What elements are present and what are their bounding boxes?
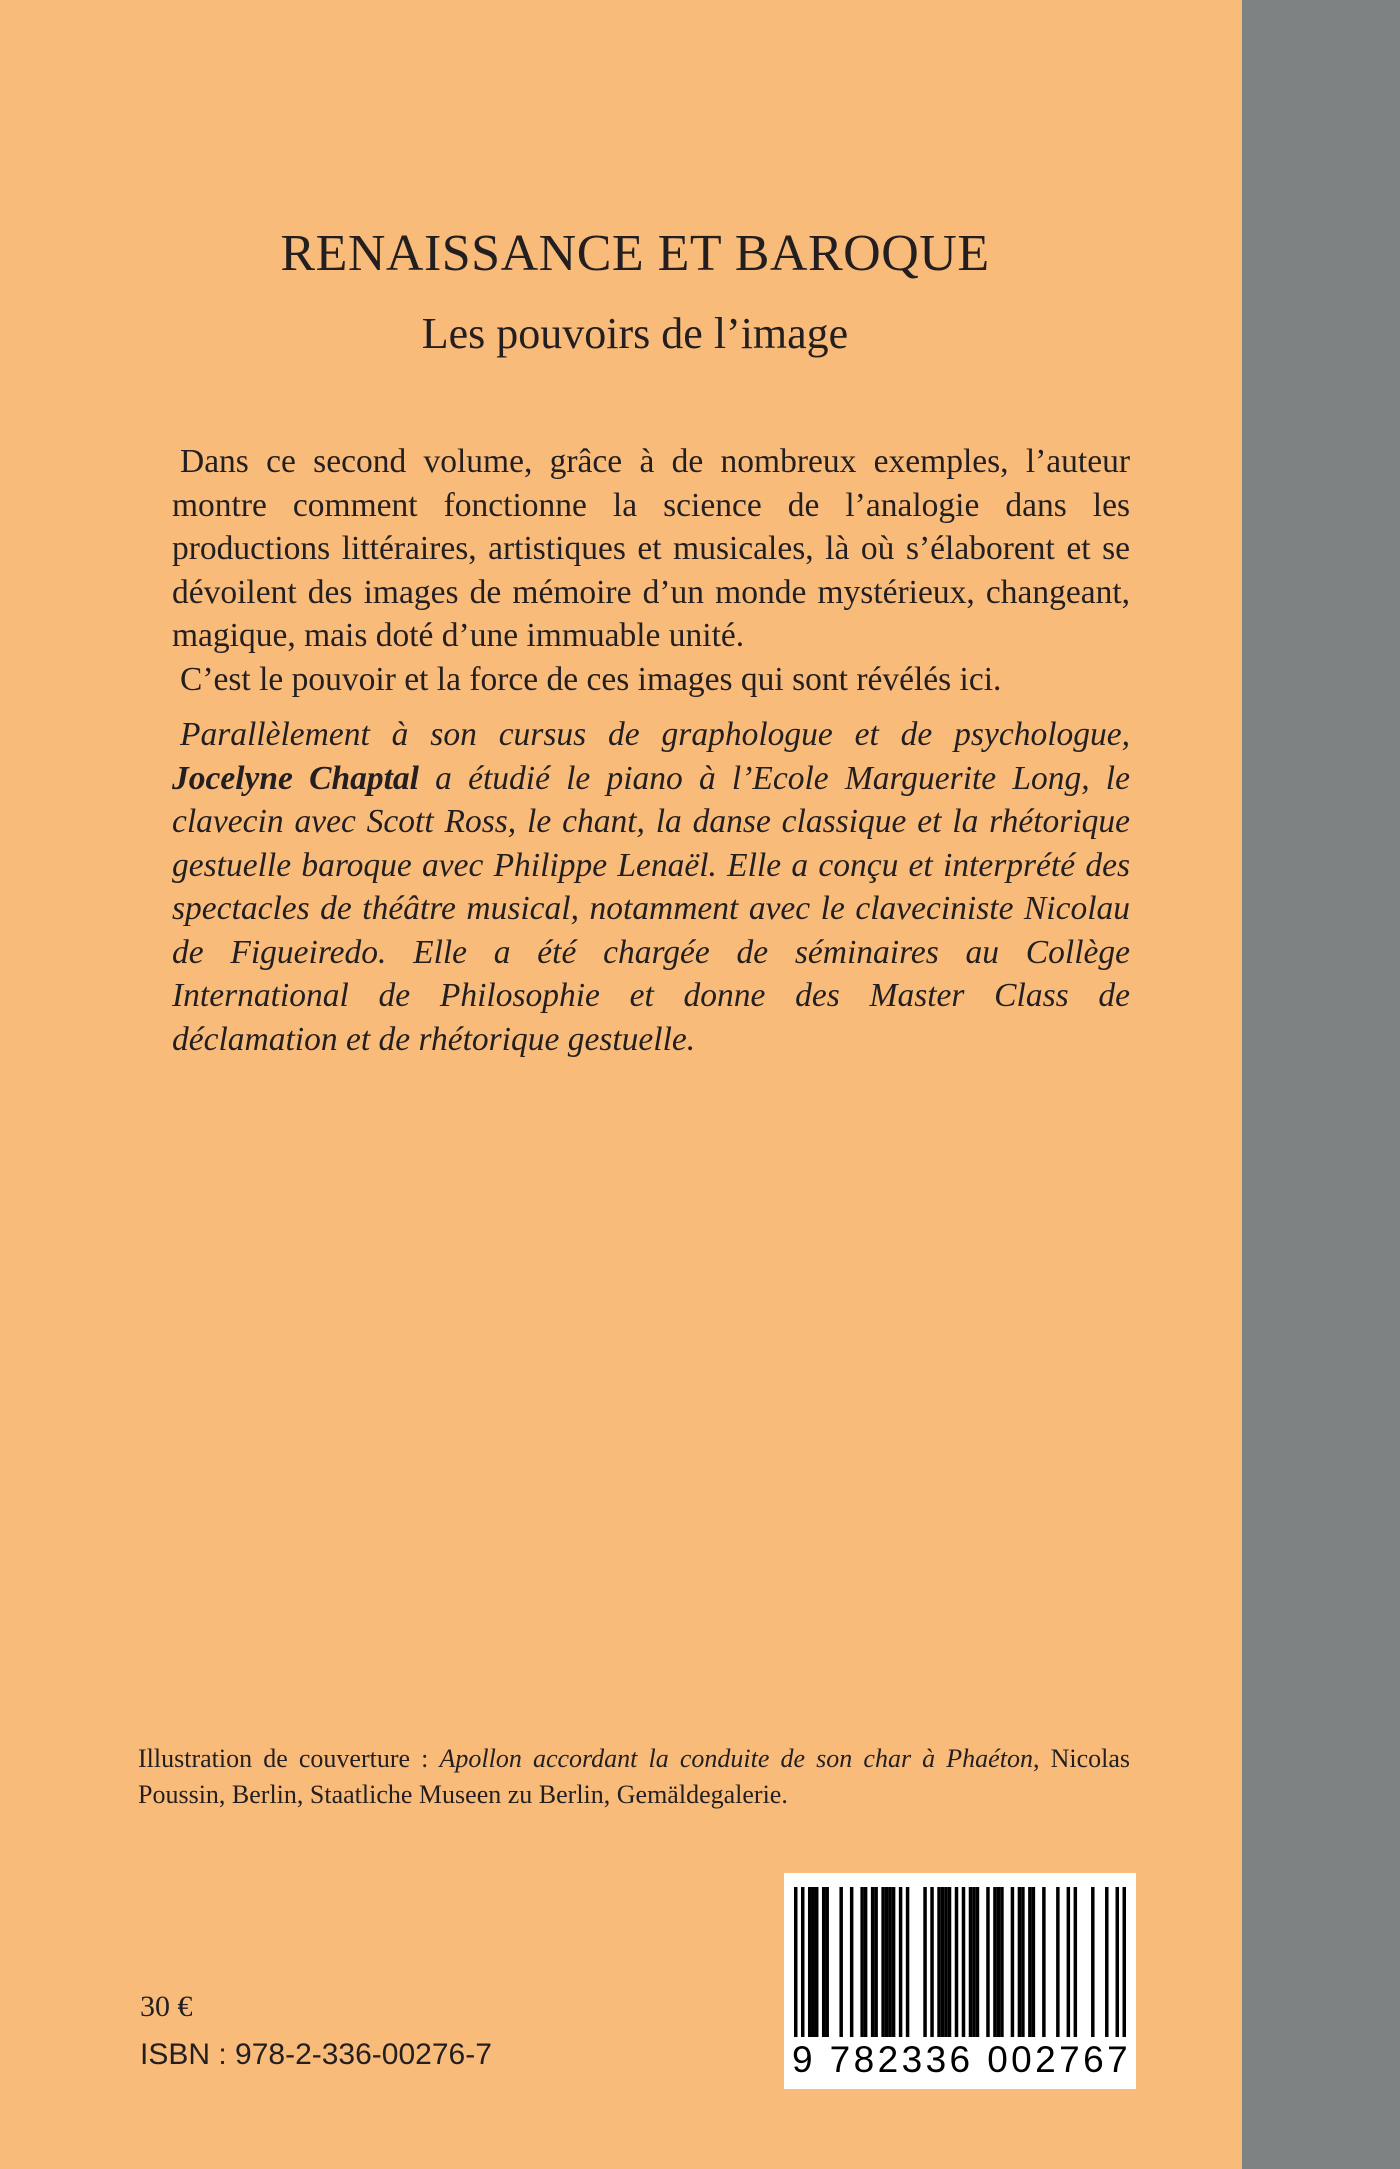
barcode-bar <box>860 1887 863 2037</box>
illustration-artwork: Apollon accordant la conduite de son char à Phaéton <box>439 1744 1033 1773</box>
illustration-credit <box>138 1741 1130 1813</box>
illustration-details: , Nicolas Poussin, Berlin, Staatliche Museen zu Berlin, Gemäldegalerie. <box>138 1744 1130 1809</box>
barcode-bar <box>962 1887 965 2037</box>
barcode-bar <box>1116 1887 1119 2037</box>
book-subtitle: Les pouvoirs de l’image <box>421 309 849 358</box>
barcode-bar <box>969 1887 972 2037</box>
barcode-bar <box>986 1887 989 2037</box>
barcode-bar <box>839 1887 842 2037</box>
barcode <box>784 1873 1136 2089</box>
barcode-bar <box>976 1887 979 2037</box>
barcode-bar <box>871 1887 874 2037</box>
spine <box>1242 0 1400 2169</box>
barcode-bar <box>1032 1887 1035 2037</box>
blurb-paragraph: C’est le pouvoir et la force de ces images qui sont révélés ici. <box>180 660 1002 698</box>
barcode-bar <box>1042 1887 1045 2037</box>
barcode-bar <box>811 1887 814 2037</box>
barcode-bar <box>1011 1887 1014 2037</box>
isbn: ISBN : 978-2-336-00276-7 <box>140 2038 492 2071</box>
author-bio <box>172 713 1130 1061</box>
barcode-bar <box>941 1887 944 2037</box>
price: 30 € <box>140 1990 193 2023</box>
barcode-bar <box>794 1887 797 2037</box>
author-bio-rest: a étudié le piano à l’Ecole Marguerite Long, le clavecin avec Scott Ross, le chant, la danse classique et la rhétorique gestuelle baroque avec Philippe Lenaël. Elle a conçu et interprété des spectacles de théâtre musical, notamment avec le claveciniste Nicolau de Figueiredo. Elle a été chargée de séminaires au Collège International de Philosophie et donne des Master Class de déclamation et de rhétorique gestuelle. <box>172 759 1130 1058</box>
barcode-bar <box>864 1887 867 2037</box>
barcode-bar <box>850 1887 853 2037</box>
barcode-bar <box>1018 1887 1021 2037</box>
barcode-bar <box>815 1887 818 2037</box>
barcode-bars <box>794 1887 1126 2037</box>
illustration-label: Illustration de couverture : <box>138 1744 440 1773</box>
barcode-bar <box>822 1887 825 2037</box>
barcode-bar <box>906 1887 909 2037</box>
barcode-bar <box>944 1887 947 2037</box>
barcode-bar <box>997 1887 1000 2037</box>
barcode-bar <box>1074 1887 1077 2037</box>
barcode-bar <box>1056 1887 1059 2037</box>
author-name: Jocelyne Chaptal <box>172 759 419 797</box>
barcode-bar <box>881 1887 884 2037</box>
blurb-paragraph: Dans ce second volume, grâce à de nombreux exemples, l’auteur montre comment fonctionne la science de l’analogie dans les productions littéraires, artistiques et musicales, là où s’élaborent et se dévoilent des images de mémoire d’un monde mystérieux, changeant, magique, mais doté d’une immuable unité. <box>172 443 1130 654</box>
barcode-bar <box>1067 1887 1070 2037</box>
barcode-bar <box>937 1887 940 2037</box>
barcode-bar <box>885 1887 888 2037</box>
barcode-bar <box>825 1887 828 2037</box>
barcode-bar <box>1028 1887 1031 2037</box>
barcode-bar <box>1105 1887 1108 2037</box>
barcode-bar <box>923 1887 926 2037</box>
barcode-digits: 9 782336 002767 <box>792 2039 1132 2080</box>
book-title: RENAISSANCE ET BAROQUE <box>280 225 990 282</box>
barcode-bar <box>892 1887 895 2037</box>
blurb <box>172 440 1130 701</box>
barcode-bar <box>993 1887 996 2037</box>
barcode-bar <box>801 1887 804 2037</box>
barcode-bar <box>888 1887 891 2037</box>
barcode-bar <box>874 1887 877 2037</box>
barcode-bar <box>1091 1887 1094 2037</box>
barcode-bar <box>972 1887 975 2037</box>
barcode-bar <box>930 1887 933 2037</box>
author-bio-intro: Parallèlement à son cursus de graphologue et de psychologue, <box>180 716 1130 753</box>
barcode-bar <box>1123 1887 1126 2037</box>
barcode-bar <box>948 1887 951 2037</box>
barcode-bar <box>955 1887 958 2037</box>
barcode-bar <box>1000 1887 1003 2037</box>
barcode-bar <box>899 1887 902 2037</box>
barcode-bar <box>1021 1887 1024 2037</box>
barcode-bar <box>808 1887 811 2037</box>
